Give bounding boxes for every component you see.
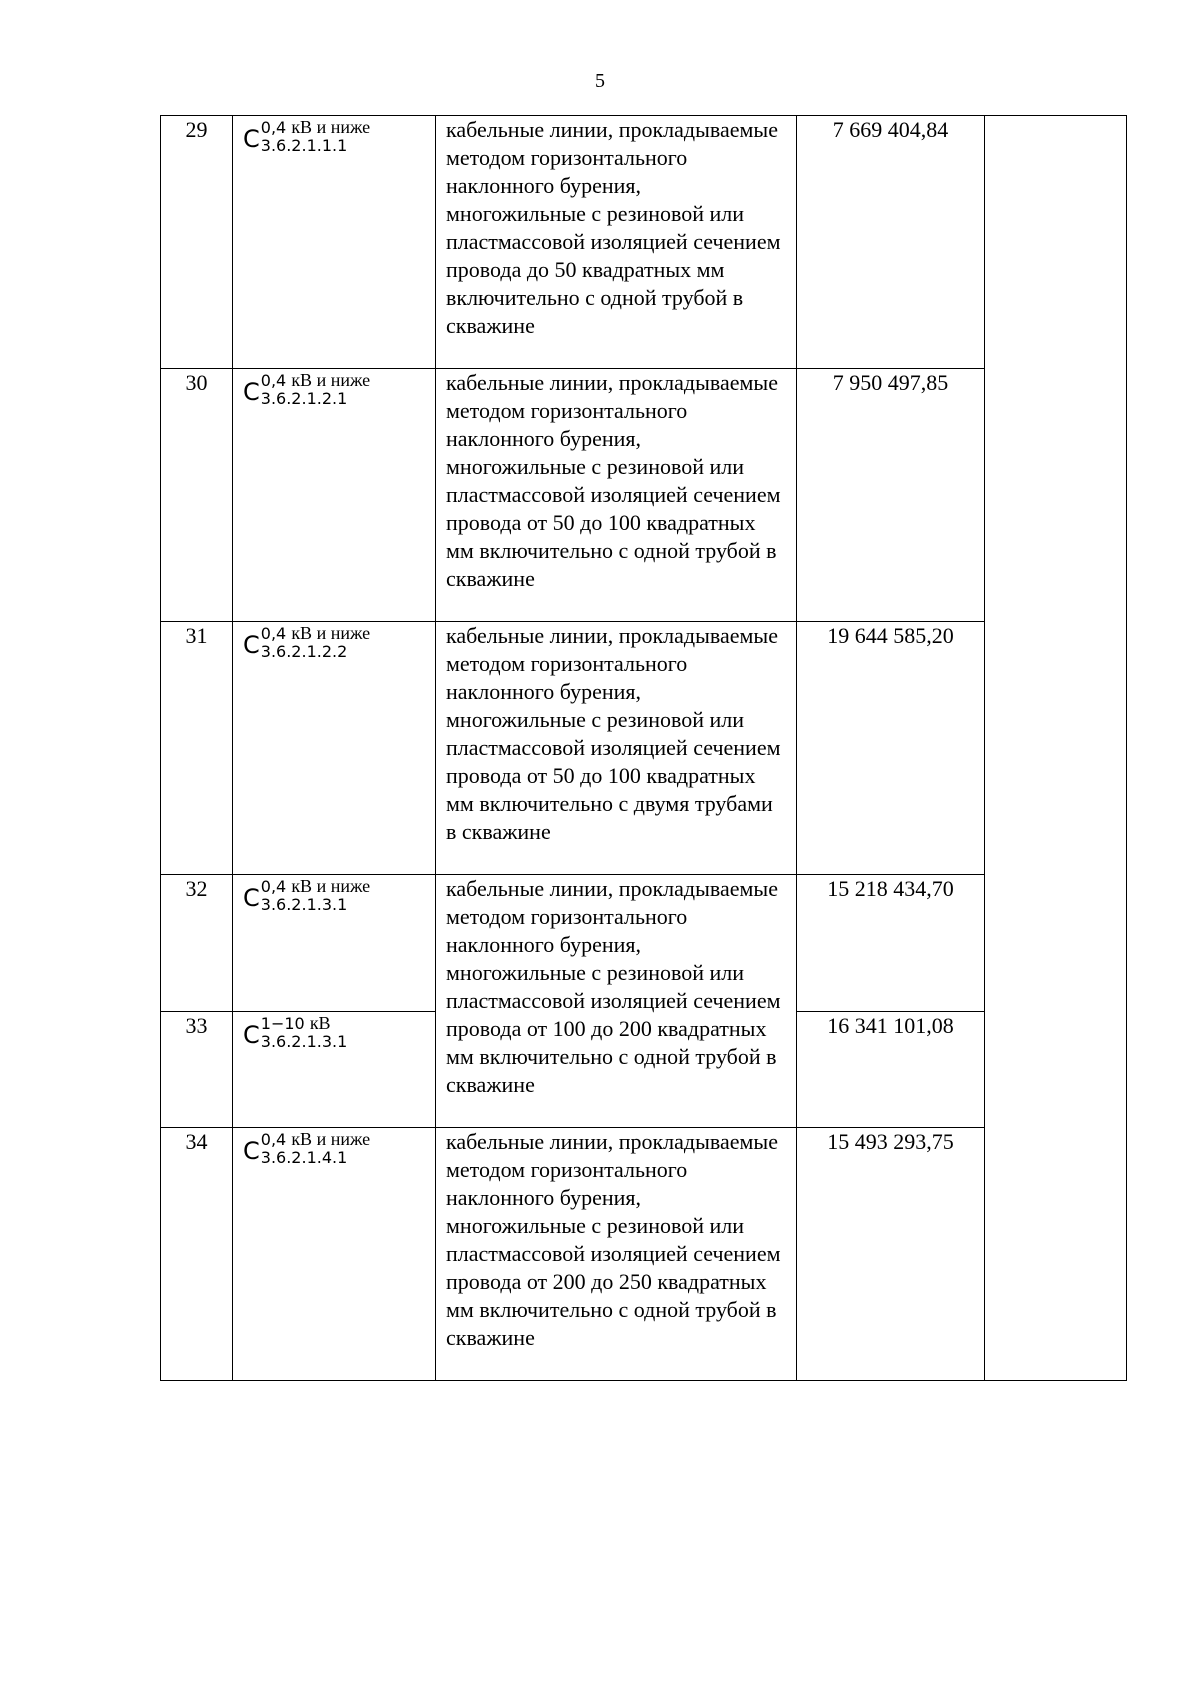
voltage-unit: кВ и ниже [291,1129,371,1149]
rate-code-base: C [243,631,260,659]
rate-code-base: C [243,1021,260,1049]
table-row [161,875,1127,1012]
row-number: 30 [161,369,233,622]
price-cell: 19 644 585,20 [797,622,985,875]
price-cell: 15 493 293,75 [797,1128,985,1381]
voltage-unit: кВ и ниже [291,876,371,896]
rate-code-cell [233,1128,436,1381]
description-cell: кабельные линии, прокладываемые методом горизонтального наклонного бурения, многожильные с резиновой или пластмассовой изоляцией сечением провода от 50 до 100 квадратных мм включительно с двумя трубами в скважине [436,622,797,875]
rate-code-base: C [243,125,260,153]
price-cell: 7 669 404,84 [797,116,985,369]
rate-code-superscript [261,1014,348,1033]
voltage-value: 0,4 [260,624,287,643]
rate-code-subscript: 3.6.2.1.4.1 [260,1148,348,1167]
table-row [161,116,1127,369]
rate-code-subscript: 3.6.2.1.3.1 [260,1032,348,1051]
voltage-value: 0,4 [260,118,287,137]
voltage-unit: кВ и ниже [291,117,371,137]
rate-code-superscript [261,877,370,896]
rate-code [243,1012,347,1051]
voltage-unit: кВ и ниже [291,623,371,643]
rate-code-base: C [243,1137,260,1165]
description-cell: кабельные линии, прокладываемые методом горизонтального наклонного бурения, многожильные с резиновой или пластмассовой изоляцией сечением провода от 200 до 250 квадратных мм включительно с одной трубой в скважине [436,1128,797,1381]
rate-code [243,622,370,661]
row-number: 32 [161,875,233,1012]
voltage-unit: кВ и ниже [291,370,371,390]
page-number: 5 [595,70,605,92]
rate-code-subscript: 3.6.2.1.3.1 [260,895,348,914]
voltage-unit: кВ [309,1013,331,1033]
rate-code-cell [233,116,436,369]
description-cell: кабельные линии, прокладываемые методом горизонтального наклонного бурения, многожильные с резиновой или пластмассовой изоляцией сечением провода до 50 квадратных мм включительно с одной трубой в скважине [436,116,797,369]
rate-code [243,369,370,408]
rate-code-cell [233,1012,436,1128]
rate-code-subscript: 3.6.2.1.2.1 [260,389,348,408]
description-cell: кабельные линии, прокладываемые методом горизонтального наклонного бурения, многожильные с резиновой или пластмассовой изоляцией сечением провода от 100 до 200 квадратных мм включительно с одной трубой в скважине [436,875,797,1128]
price-cell: 7 950 497,85 [797,369,985,622]
rate-code-subscript: 3.6.2.1.1.1 [260,136,348,155]
rate-code-cell [233,875,436,1012]
rate-code-base: C [243,378,260,406]
table-row [161,622,1127,875]
rate-code-superscript [261,624,370,643]
rate-code-cell [233,622,436,875]
rate-code-superscript [261,1130,370,1149]
description-cell: кабельные линии, прокладываемые методом горизонтального наклонного бурения, многожильные с резиновой или пластмассовой изоляцией сечением провода от 50 до 100 квадратных мм включительно с одной трубой в скважине [436,369,797,622]
tariff-table [160,115,1127,1381]
row-number: 31 [161,622,233,875]
price-cell: 15 218 434,70 [797,875,985,1012]
rate-code-superscript [261,118,370,137]
rate-code-superscript [261,371,370,390]
row-number: 34 [161,1128,233,1381]
rate-code [243,116,370,155]
empty-column-cell [985,116,1127,1381]
voltage-value: 0,4 [260,371,287,390]
rate-code-cell [233,369,436,622]
rate-code [243,1128,370,1167]
table-row [161,369,1127,622]
price-cell: 16 341 101,08 [797,1012,985,1128]
rate-code [243,875,370,914]
row-number: 33 [161,1012,233,1128]
rate-code-base: C [243,884,260,912]
table-row [161,1128,1127,1381]
voltage-value: 0,4 [260,877,287,896]
rate-code-subscript: 3.6.2.1.2.2 [260,642,348,661]
voltage-value: 0,4 [260,1130,287,1149]
voltage-value: 1−10 [260,1014,305,1033]
row-number: 29 [161,116,233,369]
